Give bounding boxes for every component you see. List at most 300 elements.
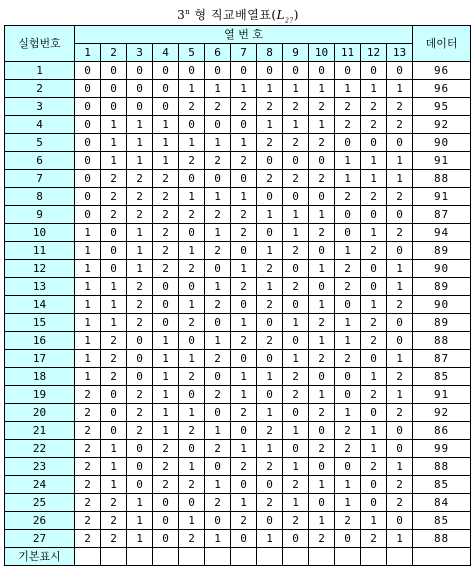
level-cell: 1 (127, 116, 153, 134)
level-cell: 1 (257, 404, 283, 422)
level-cell: 0 (153, 278, 179, 296)
level-cell: 2 (335, 278, 361, 296)
table-row (5, 530, 471, 548)
level-cell: 1 (335, 80, 361, 98)
experiment-number: 3 (5, 98, 75, 116)
level-cell: 2 (387, 116, 413, 134)
level-cell: 2 (283, 512, 309, 530)
level-cell: 2 (361, 332, 387, 350)
level-cell: 1 (75, 314, 101, 332)
level-cell: 2 (75, 440, 101, 458)
level-cell: 2 (205, 494, 231, 512)
level-cell: 2 (179, 314, 205, 332)
level-cell: 1 (387, 260, 413, 278)
data-value: 86 (413, 422, 471, 440)
level-cell: 2 (361, 188, 387, 206)
column-number-header: 13 (387, 44, 413, 62)
level-cell: 0 (153, 494, 179, 512)
level-cell: 1 (75, 278, 101, 296)
experiment-number: 12 (5, 260, 75, 278)
level-cell: 2 (335, 188, 361, 206)
level-cell: 2 (283, 170, 309, 188)
data-value: 85 (413, 368, 471, 386)
level-cell: 1 (231, 188, 257, 206)
level-cell: 0 (283, 296, 309, 314)
level-cell: 0 (179, 332, 205, 350)
level-cell: 1 (387, 278, 413, 296)
level-cell: 2 (153, 440, 179, 458)
level-cell: 2 (75, 530, 101, 548)
level-cell: 1 (257, 116, 283, 134)
experiment-number: 2 (5, 80, 75, 98)
level-cell: 0 (205, 404, 231, 422)
level-cell: 2 (387, 224, 413, 242)
level-cell: 1 (257, 368, 283, 386)
data-value: 92 (413, 404, 471, 422)
data-value: 85 (413, 476, 471, 494)
level-cell: 1 (309, 332, 335, 350)
level-cell: 1 (205, 530, 231, 548)
level-cell: 2 (205, 206, 231, 224)
data-value: 96 (413, 80, 471, 98)
table-row (5, 206, 471, 224)
level-cell: 0 (75, 62, 101, 80)
level-cell: 0 (361, 404, 387, 422)
level-cell: 2 (179, 152, 205, 170)
level-cell: 0 (75, 152, 101, 170)
level-cell: 1 (257, 530, 283, 548)
level-cell: 2 (309, 314, 335, 332)
column-number-header: 4 (153, 44, 179, 62)
table-row (5, 422, 471, 440)
level-cell: 2 (283, 386, 309, 404)
basic-display-cell (335, 548, 361, 566)
level-cell: 1 (231, 440, 257, 458)
basic-display-cell (75, 548, 101, 566)
level-cell: 1 (309, 476, 335, 494)
level-cell: 2 (101, 206, 127, 224)
level-cell: 0 (127, 458, 153, 476)
experiment-number: 16 (5, 332, 75, 350)
level-cell: 1 (75, 224, 101, 242)
level-cell: 2 (257, 260, 283, 278)
data-value: 88 (413, 170, 471, 188)
table-row (5, 314, 471, 332)
level-cell: 2 (179, 260, 205, 278)
level-cell: 2 (257, 494, 283, 512)
data-value: 91 (413, 386, 471, 404)
level-cell: 1 (257, 206, 283, 224)
level-cell: 0 (309, 242, 335, 260)
experiment-number: 14 (5, 296, 75, 314)
level-cell: 1 (205, 476, 231, 494)
level-cell: 0 (309, 62, 335, 80)
table-body (5, 62, 471, 548)
level-cell: 2 (153, 206, 179, 224)
level-cell: 0 (101, 404, 127, 422)
level-cell: 2 (127, 404, 153, 422)
table-row (5, 224, 471, 242)
level-cell: 0 (127, 98, 153, 116)
level-cell: 1 (335, 476, 361, 494)
level-cell: 1 (179, 458, 205, 476)
level-cell: 1 (101, 296, 127, 314)
level-cell: 2 (127, 170, 153, 188)
level-cell: 0 (153, 314, 179, 332)
level-cell: 1 (101, 476, 127, 494)
level-cell: 1 (257, 80, 283, 98)
level-cell: 0 (387, 242, 413, 260)
level-cell: 0 (101, 224, 127, 242)
level-cell: 0 (387, 314, 413, 332)
level-cell: 2 (231, 98, 257, 116)
level-cell: 2 (309, 98, 335, 116)
level-cell: 0 (75, 134, 101, 152)
level-cell: 1 (179, 134, 205, 152)
level-cell: 2 (231, 404, 257, 422)
level-cell: 1 (153, 134, 179, 152)
level-cell: 1 (231, 494, 257, 512)
level-cell: 0 (231, 170, 257, 188)
level-cell: 0 (283, 404, 309, 422)
level-cell: 1 (231, 260, 257, 278)
basic-display-cell (309, 548, 335, 566)
data-value: 99 (413, 440, 471, 458)
table-row (5, 134, 471, 152)
level-cell: 0 (205, 62, 231, 80)
level-cell: 2 (231, 458, 257, 476)
level-cell: 0 (361, 494, 387, 512)
level-cell: 0 (257, 152, 283, 170)
data-value: 87 (413, 206, 471, 224)
level-cell: 2 (387, 404, 413, 422)
level-cell: 1 (127, 152, 153, 170)
level-cell: 0 (387, 440, 413, 458)
level-cell: 0 (361, 134, 387, 152)
level-cell: 2 (387, 476, 413, 494)
table-row (5, 476, 471, 494)
level-cell: 1 (309, 512, 335, 530)
level-cell: 1 (127, 494, 153, 512)
level-cell: 2 (101, 350, 127, 368)
level-cell: 0 (335, 62, 361, 80)
level-cell: 2 (361, 314, 387, 332)
level-cell: 0 (283, 152, 309, 170)
level-cell: 0 (231, 116, 257, 134)
level-cell: 0 (335, 458, 361, 476)
level-cell: 2 (101, 530, 127, 548)
level-cell: 2 (179, 98, 205, 116)
level-cell: 0 (153, 296, 179, 314)
table-row (5, 350, 471, 368)
basic-display-row (5, 548, 471, 566)
level-cell: 0 (309, 422, 335, 440)
level-cell: 1 (361, 170, 387, 188)
level-cell: 0 (205, 368, 231, 386)
level-cell: 0 (387, 62, 413, 80)
data-value: 84 (413, 494, 471, 512)
data-value: 89 (413, 314, 471, 332)
level-cell: 1 (179, 188, 205, 206)
level-cell: 1 (335, 332, 361, 350)
basic-display-label: 기본표시 (5, 548, 75, 566)
experiment-number: 26 (5, 512, 75, 530)
level-cell: 0 (75, 206, 101, 224)
level-cell: 1 (205, 188, 231, 206)
level-cell: 1 (309, 206, 335, 224)
level-cell: 0 (153, 62, 179, 80)
level-cell: 1 (231, 386, 257, 404)
level-cell: 2 (153, 242, 179, 260)
experiment-number: 23 (5, 458, 75, 476)
level-cell: 1 (179, 296, 205, 314)
level-cell: 0 (153, 530, 179, 548)
level-cell: 2 (387, 188, 413, 206)
level-cell: 2 (101, 494, 127, 512)
level-cell: 2 (283, 242, 309, 260)
level-cell: 2 (309, 440, 335, 458)
level-cell: 1 (387, 170, 413, 188)
level-cell: 2 (387, 494, 413, 512)
level-cell: 2 (75, 512, 101, 530)
title-base: 3 (177, 8, 186, 22)
column-number-header: 8 (257, 44, 283, 62)
table-row (5, 512, 471, 530)
level-cell: 1 (283, 314, 309, 332)
table-row (5, 296, 471, 314)
level-cell: 2 (361, 458, 387, 476)
column-number-header: 12 (361, 44, 387, 62)
column-number-header: 5 (179, 44, 205, 62)
level-cell: 2 (101, 368, 127, 386)
level-cell: 2 (283, 278, 309, 296)
level-cell: 0 (101, 422, 127, 440)
level-cell: 1 (205, 134, 231, 152)
level-cell: 1 (75, 296, 101, 314)
basic-display-cell (283, 548, 309, 566)
experiment-number: 25 (5, 494, 75, 512)
level-cell: 2 (127, 296, 153, 314)
table-row (5, 494, 471, 512)
level-cell: 1 (387, 386, 413, 404)
level-cell: 1 (75, 368, 101, 386)
level-cell: 2 (153, 170, 179, 188)
level-cell: 0 (179, 224, 205, 242)
level-cell: 0 (179, 170, 205, 188)
data-value: 90 (413, 296, 471, 314)
column-number-header: 11 (335, 44, 361, 62)
level-cell: 0 (205, 116, 231, 134)
level-cell: 0 (101, 242, 127, 260)
level-cell: 0 (179, 386, 205, 404)
level-cell: 0 (127, 368, 153, 386)
basic-display-cell (205, 548, 231, 566)
level-cell: 2 (309, 350, 335, 368)
level-cell: 2 (283, 476, 309, 494)
level-cell: 2 (387, 98, 413, 116)
experiment-number: 10 (5, 224, 75, 242)
level-cell: 0 (75, 188, 101, 206)
experiment-number: 21 (5, 422, 75, 440)
level-cell: 2 (179, 422, 205, 440)
level-cell: 1 (179, 80, 205, 98)
level-cell: 0 (283, 530, 309, 548)
level-cell: 1 (231, 314, 257, 332)
title-close: ) (293, 8, 299, 22)
level-cell: 2 (75, 422, 101, 440)
level-cell: 1 (309, 296, 335, 314)
level-cell: 1 (231, 80, 257, 98)
experiment-number: 19 (5, 386, 75, 404)
level-cell: 1 (153, 332, 179, 350)
level-cell: 0 (283, 332, 309, 350)
level-cell: 1 (231, 368, 257, 386)
page-title (0, 3, 476, 25)
level-cell: 2 (257, 296, 283, 314)
level-cell: 1 (361, 422, 387, 440)
data-value: 89 (413, 242, 471, 260)
level-cell: 1 (361, 296, 387, 314)
level-cell: 0 (231, 242, 257, 260)
table-row (5, 458, 471, 476)
column-number-header: 3 (127, 44, 153, 62)
level-cell: 2 (75, 386, 101, 404)
data-value: 89 (413, 278, 471, 296)
level-cell: 1 (75, 242, 101, 260)
level-cell: 1 (283, 224, 309, 242)
level-cell: 0 (335, 368, 361, 386)
level-cell: 0 (205, 458, 231, 476)
level-cell: 0 (361, 278, 387, 296)
level-cell: 0 (127, 80, 153, 98)
level-cell: 0 (231, 62, 257, 80)
level-cell: 1 (127, 260, 153, 278)
level-cell: 0 (387, 134, 413, 152)
level-cell: 2 (127, 314, 153, 332)
level-cell: 2 (153, 188, 179, 206)
table-row (5, 170, 471, 188)
level-cell: 1 (387, 350, 413, 368)
level-cell: 2 (153, 458, 179, 476)
level-cell: 1 (283, 494, 309, 512)
level-cell: 2 (75, 494, 101, 512)
basic-display-cell (257, 548, 283, 566)
basic-display-cell (361, 548, 387, 566)
column-number-header: 1 (75, 44, 101, 62)
level-cell: 2 (231, 206, 257, 224)
basic-display-cell (153, 548, 179, 566)
experiment-number: 9 (5, 206, 75, 224)
experiment-number: 7 (5, 170, 75, 188)
column-number-header: 2 (101, 44, 127, 62)
level-cell: 0 (101, 80, 127, 98)
level-cell: 0 (257, 476, 283, 494)
level-cell: 0 (127, 332, 153, 350)
level-cell: 0 (75, 170, 101, 188)
experiment-number: 5 (5, 134, 75, 152)
level-cell: 1 (387, 458, 413, 476)
level-cell: 2 (179, 368, 205, 386)
level-cell: 1 (101, 440, 127, 458)
level-cell: 1 (335, 404, 361, 422)
level-cell: 0 (127, 62, 153, 80)
level-cell: 1 (335, 242, 361, 260)
level-cell: 1 (153, 116, 179, 134)
level-cell: 1 (387, 530, 413, 548)
level-cell: 0 (257, 224, 283, 242)
level-cell: 0 (309, 188, 335, 206)
level-cell: 0 (335, 296, 361, 314)
level-cell: 0 (101, 260, 127, 278)
level-cell: 0 (361, 260, 387, 278)
level-cell: 1 (153, 422, 179, 440)
level-cell: 1 (335, 314, 361, 332)
level-cell: 2 (205, 386, 231, 404)
level-cell: 1 (101, 152, 127, 170)
basic-display-cell (179, 548, 205, 566)
level-cell: 1 (179, 242, 205, 260)
table-row (5, 278, 471, 296)
experiment-number: 24 (5, 476, 75, 494)
data-value: 91 (413, 152, 471, 170)
data-header: 데이터 (413, 26, 471, 62)
level-cell: 2 (101, 170, 127, 188)
data-value: 88 (413, 458, 471, 476)
level-cell: 2 (205, 152, 231, 170)
level-cell: 1 (309, 80, 335, 98)
level-cell: 1 (75, 260, 101, 278)
level-cell: 1 (127, 530, 153, 548)
level-cell: 1 (153, 368, 179, 386)
data-value: 92 (413, 116, 471, 134)
level-cell: 0 (387, 512, 413, 530)
level-cell: 2 (335, 350, 361, 368)
level-cell: 1 (283, 350, 309, 368)
level-cell: 2 (335, 116, 361, 134)
level-cell: 0 (257, 62, 283, 80)
level-cell: 0 (257, 350, 283, 368)
level-cell: 0 (75, 98, 101, 116)
level-cell: 0 (205, 260, 231, 278)
level-cell: 1 (153, 404, 179, 422)
level-cell: 0 (309, 152, 335, 170)
experiment-number: 22 (5, 440, 75, 458)
table-row (5, 386, 471, 404)
level-cell: 0 (283, 62, 309, 80)
level-cell: 1 (387, 80, 413, 98)
table-row (5, 260, 471, 278)
level-cell: 2 (309, 134, 335, 152)
title-symbol (276, 8, 294, 25)
orthogonal-array-table (4, 25, 471, 566)
data-value: 88 (413, 332, 471, 350)
data-value: 88 (413, 530, 471, 548)
level-cell: 1 (205, 80, 231, 98)
level-cell: 2 (127, 278, 153, 296)
basic-display-cell (231, 548, 257, 566)
level-cell: 1 (283, 80, 309, 98)
level-cell: 2 (335, 260, 361, 278)
level-cell: 2 (205, 242, 231, 260)
level-cell: 2 (361, 530, 387, 548)
level-cell: 2 (205, 296, 231, 314)
experiment-number: 8 (5, 188, 75, 206)
level-cell: 2 (127, 422, 153, 440)
experiment-number: 4 (5, 116, 75, 134)
level-cell: 0 (309, 494, 335, 512)
column-no-header: 열 번 호 (75, 26, 413, 44)
level-cell: 1 (309, 386, 335, 404)
